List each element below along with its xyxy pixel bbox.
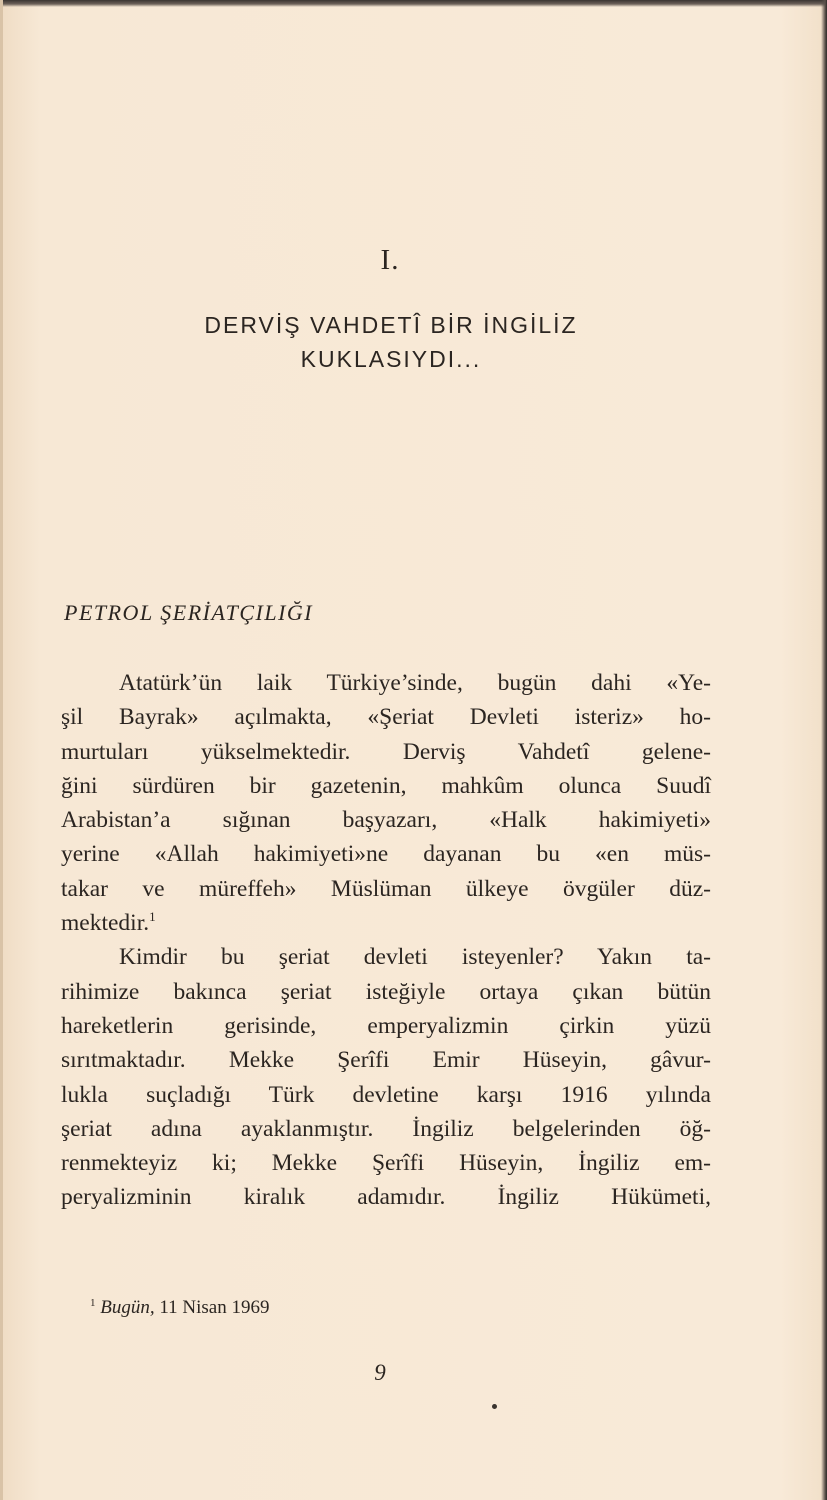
text-line: peryalizminin kiralık adamıdır. İngiliz Hükümeti, [61,1184,711,1211]
text-line: takar ve müreffeh» Müslüman ülkeye övgüler düz- [61,875,711,902]
chapter-title-line: DERVİŞ VAHDETÎ BİR İNGİLİZ [204,312,578,338]
text-line: şil Bayrak» açılmakta, «Şeriat Devleti isteriz» ho- [61,704,711,731]
page-top-edge [0,0,827,7]
page-left-edge [0,0,3,1500]
text-line: renmekteyiz ki; Mekke Şerîfi Hüseyin, İngiliz em- [61,1150,711,1177]
text-line: lukla suçladığı Türk devletine karşı 1916 yılında [61,1081,711,1108]
chapter-title-line: KUKLASIYDI... [300,346,482,372]
text-line: ğini sürdüren bir gazetenin, mahkûm olunca Suudî [61,772,711,799]
text-line-with-footnote [61,906,711,940]
footnote-source: Bugün, [100,1297,155,1318]
text-line: yerine «Allah hakimiyeti»ne dayanan bu «en müs- [61,841,711,868]
text-line: Kimdir bu şeriat devleti isteyenler? Yakın ta- [119,944,711,971]
text-line: Arabistan’a sığınan başyazarı, «Halk hakimiyeti» [61,807,711,834]
ink-speck [492,1404,497,1409]
chapter-number: I. [380,244,400,276]
text-line: şeriat adına ayaklanmıştır. İngiliz belgelerinden öğ- [61,1115,711,1142]
footnote [90,1297,269,1319]
text-line: Atatürk’ün laik Türkiye’sinde, bugün dahi «Ye- [119,670,711,696]
footnote-reference[interactable]: 1 [149,909,156,925]
text-line: sırıtmaktadır. Mekke Şerîfi Emir Hüseyin, gâvur- [61,1047,711,1074]
body-text [61,666,711,1215]
text-line: rihimize bakınca şeriat isteğiyle ortaya çıkan bütün [61,978,711,1005]
text-line: murtuları yükselmektedir. Derviş Vahdetî gelene- [61,738,711,765]
text-line: mektedir. [61,910,150,937]
section-heading: PETROL ŞERİATÇILIĞI [64,600,314,625]
chapter-title [0,308,782,376]
page-number: 9 [374,1360,386,1385]
text-line: hareketlerin gerisinde, emperyalizmin çirkin yüzü [61,1012,711,1039]
page-right-edge [821,0,827,1500]
footnote-marker: 1 [90,1297,96,1309]
footnote-date: 11 Nisan 1969 [159,1297,270,1318]
